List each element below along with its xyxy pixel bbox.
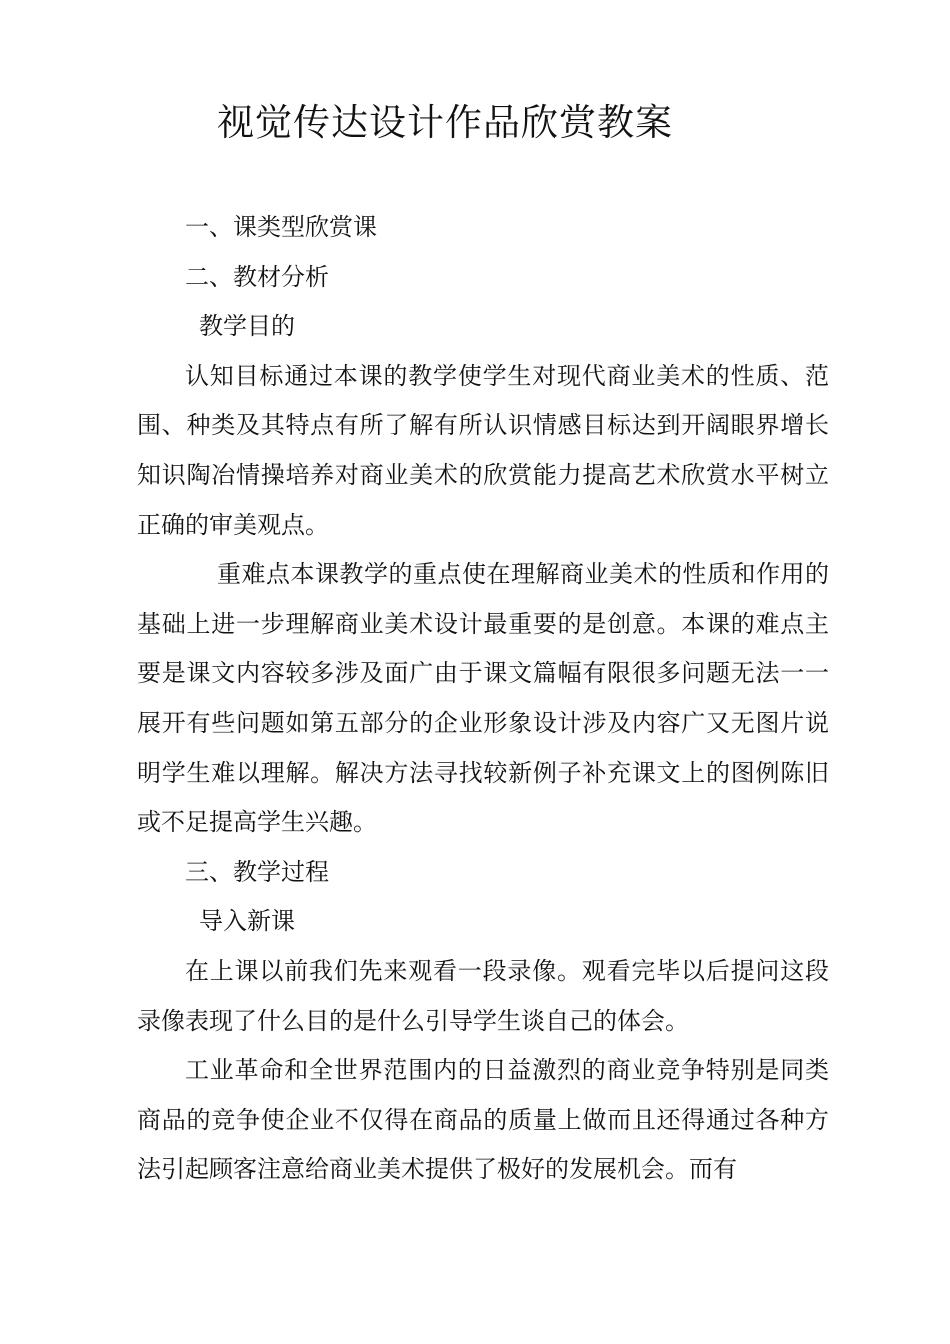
paragraph-key-difficulties: 重难点本课教学的重点使在理解商业美术的性质和作用的基础上进一步理解商业美术设计最重要的是创意。本课的难点主要是课文内容较多涉及面广由于课文篇幅有限很多问题无法一一展开有些问题如第五部分的企业形象设计涉及内容广又无图片说明学生难以理解。解决方法寻找较新例子补充课文上的图例陈旧或不足提高学生兴趣。: [137, 560, 829, 837]
paragraph-video-intro: 在上课以前我们先来观看一段录像。观看完毕以后提问这段录像表现了什么目的是什么引导学生谈自己的体会。: [137, 956, 829, 1035]
section-heading-teaching-process: 三、教学过程: [185, 857, 329, 886]
paragraph-cognitive-goals: 认知目标通过本课的教学使学生对现代商业美术的性质、范围、种类及其特点有所了解有所认识情感目标达到开阔眼界增长知识陶冶情操培养对商业美术的欣赏能力提高艺术欣赏水平树立正确的审美观点。: [137, 361, 829, 539]
section-heading-material-analysis: 二、教材分析: [185, 262, 329, 291]
subheading-teaching-goals: 教学目的: [199, 312, 295, 341]
section-heading-lesson-type: 一、课类型欣赏课: [185, 213, 377, 241]
subheading-introduction: 导入新课: [199, 907, 295, 936]
document-body: [137, 203, 829, 1195]
document-title: 视觉传达设计作品欣赏教案: [217, 101, 673, 144]
paragraph-industrial-revolution: 工业革命和全世界范围内的日益激烈的商业竞争特别是同类商品的竞争使企业不仅得在商品的质量上做而且还得通过各种方法引起顾客注意给商业美术提供了极好的发展机会。而有: [137, 1056, 829, 1184]
